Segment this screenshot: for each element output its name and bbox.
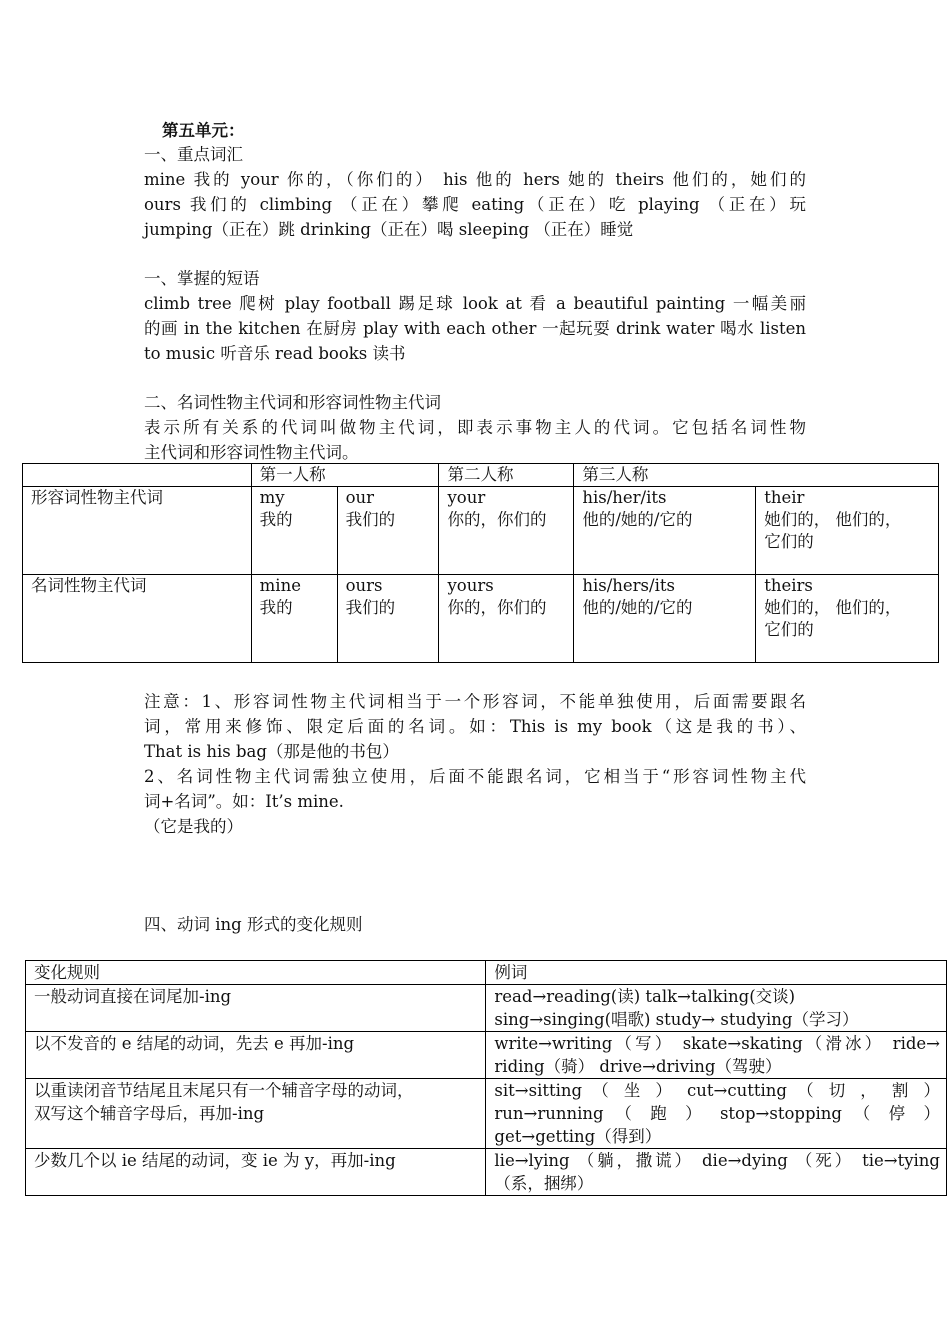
rule-cell <box>26 1149 486 1196</box>
cell-zh: 他的/她的/它的 <box>582 598 693 617</box>
pronouns-intro-line: 表示所有关系的代词叫做物主代词，即表示事物主人的代词。它包括名词性物 <box>144 418 806 437</box>
phrases-line: to music 听音乐 read books 读书 <box>144 344 406 363</box>
example-line: get→getting（得到） <box>494 1127 662 1146</box>
pronoun-table-header <box>23 464 939 487</box>
cell-en: my <box>259 488 285 507</box>
cell-zh: 你的，你们的 <box>447 598 547 617</box>
cell-zh: 我们的 <box>345 598 396 617</box>
cell-zh: 她们的， 他们的， <box>764 510 902 529</box>
note-line: That is his bag（那是他的书包） <box>144 742 399 761</box>
examples-cell <box>486 1032 947 1079</box>
cell-en: theirs <box>764 576 813 595</box>
cell-en: our <box>345 488 375 507</box>
cell-zh: 她们的， 他们的， <box>764 598 902 617</box>
ing-section-title: 四、动词 ing 形式的变化规则 <box>144 915 363 934</box>
rule-line: 以重读闭音节结尾且末尾只有一个辅音字母的动词， <box>34 1081 414 1100</box>
example-line: read→reading(读) talk→talking(交谈) <box>494 987 796 1006</box>
rule-line: 双写这个辅音字母后，再加-ing <box>34 1104 265 1123</box>
phrases-title: 一、掌握的短语 <box>144 269 260 288</box>
table-cell <box>251 487 337 575</box>
cell-en: his/hers/its <box>582 576 675 595</box>
cell-zh: 我的 <box>259 510 293 529</box>
row-label: 形容词性物主代词 <box>23 487 252 575</box>
examples-cell <box>486 1149 947 1196</box>
header-third-person: 第三人称 <box>574 464 939 487</box>
ing-rules-table <box>25 960 947 1196</box>
header-second-person: 第二人称 <box>439 464 574 487</box>
example-line: sing→singing(唱歌) study→ studying（学习） <box>494 1010 859 1029</box>
examples-cell <box>486 1079 947 1149</box>
phrases-line: climb tree 爬树 play football 踢足球 look at 看 a beautiful painting 一幅美丽 <box>144 294 806 313</box>
table-cell <box>337 575 439 663</box>
example-line: run→running （ 跑 ） stop→stopping （ 停 ） <box>494 1104 940 1123</box>
table-cell <box>756 575 939 663</box>
cell-en: their <box>764 488 805 507</box>
pronouns-intro-line: 主代词和形容词性物主代词。 <box>144 443 359 462</box>
note-line: 词+名词”。如：It’s mine. <box>144 792 344 811</box>
phrases-line: 的画 in the kitchen 在厨房 play with each other 一起玩耍 drink water 喝水 listen <box>144 319 806 338</box>
table-cell <box>574 487 756 575</box>
table-row <box>26 985 947 1032</box>
example-line: riding（骑） drive→driving（驾驶） <box>494 1057 782 1076</box>
notes-section <box>144 689 806 839</box>
example-line: write→writing（写） skate→skating（滑冰） ride→ <box>494 1034 940 1053</box>
example-line: lie→lying （躺，撒谎） die→dying （死） tie→tying <box>494 1151 940 1170</box>
rule-line: 少数几个以 ie 结尾的动词，变 ie 为 y，再加-ing <box>34 1151 396 1170</box>
vocab-line: mine 我的 your 你的，（你们的） his 他的 hers 她的 theirs 他们的，她们的 <box>144 170 806 189</box>
table-cell <box>439 575 574 663</box>
table-row <box>23 487 939 575</box>
table-row <box>23 575 939 663</box>
cell-en: mine <box>259 576 301 595</box>
vocab-section <box>144 142 806 242</box>
example-line: sit→sitting （ 坐 ） cut→cutting （ 切 ， 割 ） <box>494 1081 940 1100</box>
vocab-line: ours 我们的 climbing （正在）攀爬 eating（正在）吃 playing （正在）玩 <box>144 195 806 214</box>
pronoun-table <box>22 463 939 663</box>
cell-zh: 他的/她的/它的 <box>582 510 693 529</box>
cell-zh: 我们的 <box>345 510 396 529</box>
cell-zh-2: 它们的 <box>764 620 814 639</box>
cell-en: your <box>447 488 486 507</box>
rule-cell <box>26 985 486 1032</box>
note-line: （它是我的） <box>144 817 243 836</box>
table-row <box>26 1079 947 1149</box>
ing-table-header <box>26 961 947 985</box>
header-examples: 例词 <box>486 961 947 985</box>
unit-title: 第五单元： <box>162 121 245 140</box>
row-label: 名词性物主代词 <box>23 575 252 663</box>
note-line: 词，常用来修饰、限定后面的名词。如：This is my book（这是我的书）、 <box>144 717 806 736</box>
table-cell <box>574 575 756 663</box>
table-row <box>26 1149 947 1196</box>
pronouns-section <box>144 390 806 465</box>
note-line: 2、名词性物主代词需独立使用，后面不能跟名词，它相当于“形容词性物主代 <box>144 767 806 786</box>
rule-line: 以不发音的 e 结尾的动词，先去 e 再加-ing <box>34 1034 355 1053</box>
rule-cell <box>26 1079 486 1149</box>
table-cell <box>251 575 337 663</box>
rule-line: 一般动词直接在词尾加-ing <box>34 987 232 1006</box>
cell-en: yours <box>447 576 494 595</box>
table-cell <box>439 487 574 575</box>
cell-zh: 你的，你们的 <box>447 510 547 529</box>
table-row <box>26 1032 947 1079</box>
note-line: 注意：1、形容词性物主代词相当于一个形容词，不能单独使用，后面需要跟名 <box>144 692 806 711</box>
vocab-line: jumping（正在）跳 drinking（正在）喝 sleeping （正在）睡觉 <box>144 220 634 239</box>
cell-zh-2: 它们的 <box>764 532 814 551</box>
cell-en: his/her/its <box>582 488 667 507</box>
example-line: （系，捆绑） <box>494 1174 594 1193</box>
rule-cell <box>26 1032 486 1079</box>
pronouns-title: 二、名词性物主代词和形容词性物主代词 <box>144 393 441 412</box>
examples-cell <box>486 985 947 1032</box>
cell-zh: 我的 <box>259 598 293 617</box>
header-first-person: 第一人称 <box>251 464 439 487</box>
header-empty-cell <box>23 464 252 487</box>
table-cell <box>337 487 439 575</box>
cell-en: ours <box>345 576 383 595</box>
phrases-section <box>144 266 806 366</box>
vocab-title: 一、重点词汇 <box>144 145 243 164</box>
header-rule: 变化规则 <box>26 961 486 985</box>
table-cell <box>756 487 939 575</box>
